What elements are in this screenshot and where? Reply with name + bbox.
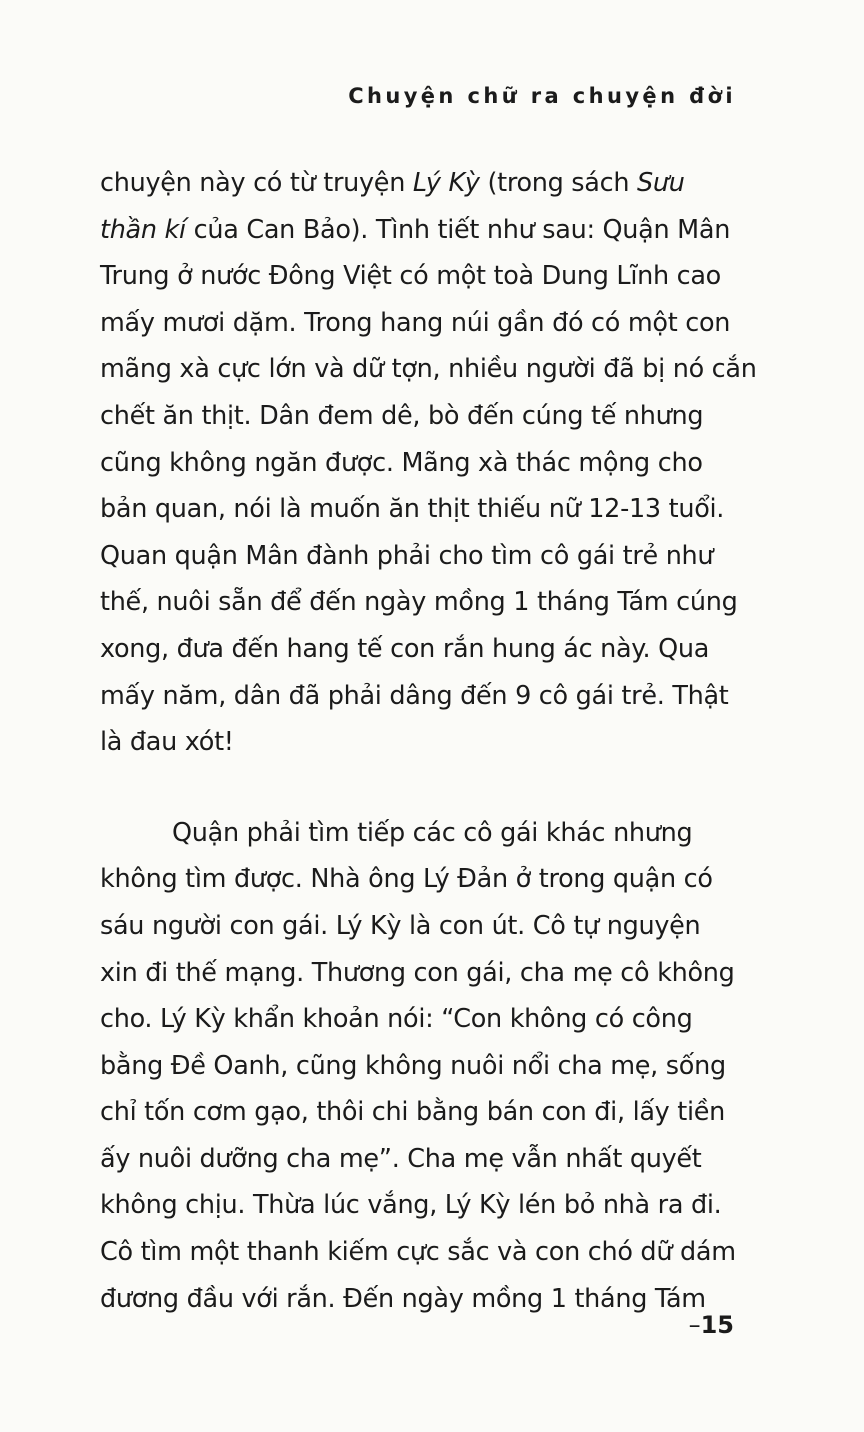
text-line: không chịu. Thừa lúc vắng, Lý Kỳ lén bỏ nhà ra đi.: [100, 1190, 722, 1221]
page-number-value: 15: [700, 1311, 734, 1339]
text-line: Quận phải tìm tiếp các cô gái khác nhưng: [172, 817, 693, 848]
text-line: Cô tìm một thanh kiếm cực sắc và con chó dữ dám: [100, 1237, 736, 1268]
text-line: chỉ tốn cơm gạo, thôi chi bằng bán con đi, lấy tiền: [100, 1097, 726, 1128]
running-header: Chuyện chữ ra chuyện đời: [348, 84, 736, 108]
text-line: sáu người con gái. Lý Kỳ là con út. Cô tự nguyện: [100, 910, 701, 941]
text-line: bằng Đề Oanh, cũng không nuôi nổi cha mẹ, sống: [100, 1050, 726, 1081]
text-run: chuyện này có từ truyện: [100, 168, 413, 198]
text-line: Quan quận Mân đành phải cho tìm cô gái trẻ như: [100, 540, 714, 571]
paragraph-gap: [100, 766, 740, 810]
text-line: cho. Lý Kỳ khẩn khoản nói: “Con không có công: [100, 1004, 693, 1035]
text-line: xong, đưa đến hang tế con rắn hung ác này. Qua: [100, 633, 710, 664]
body-text: [100, 160, 757, 1322]
page-number: [689, 1311, 734, 1339]
text-run: (trong sách: [479, 168, 638, 198]
text-line: Trung ở nước Đông Việt có một toà Dung Lĩnh cao: [100, 261, 721, 292]
italic-title: Lý Kỳ: [412, 168, 480, 198]
text-line: bản quan, nói là muốn ăn thịt thiếu nữ 12-13 tuổi.: [100, 494, 725, 525]
text-line: thế, nuôi sẵn để đến ngày mồng 1 tháng Tám cúng: [100, 587, 738, 618]
text-line: mãng xà cực lớn và dữ tợn, nhiều người đã bị nó cắn: [100, 354, 757, 385]
text-line: mấy năm, dân đã phải dâng đến 9 cô gái trẻ. Thật: [100, 680, 729, 711]
text-line: cũng không ngăn được. Mãng xà thác mộng cho: [100, 447, 703, 478]
italic-title: thần kí: [100, 214, 186, 245]
text-line: [100, 207, 740, 254]
text-line: [100, 160, 740, 207]
text-line: là đau xót!: [100, 727, 234, 758]
text-run: của Can Bảo). Tình tiết như sau: Quận Mân: [185, 214, 731, 245]
text-line: chết ăn thịt. Dân đem dê, bò đến cúng tế nhưng: [100, 400, 704, 431]
text-line: ấy nuôi dưỡng cha mẹ”. Cha mẹ vẫn nhất quyết: [100, 1143, 702, 1174]
text-line: mấy mươi dặm. Trong hang núi gần đó có một con: [100, 307, 731, 338]
text-line: xin đi thế mạng. Thương con gái, cha mẹ cô không: [100, 957, 735, 988]
page-number-dash: –: [688, 1311, 701, 1339]
text-line: không tìm được. Nhà ông Lý Đản ở trong quận có: [100, 864, 713, 895]
italic-title: Sưu: [637, 168, 685, 198]
text-line: đương đầu với rắn. Đến ngày mồng 1 tháng Tám: [100, 1283, 706, 1314]
